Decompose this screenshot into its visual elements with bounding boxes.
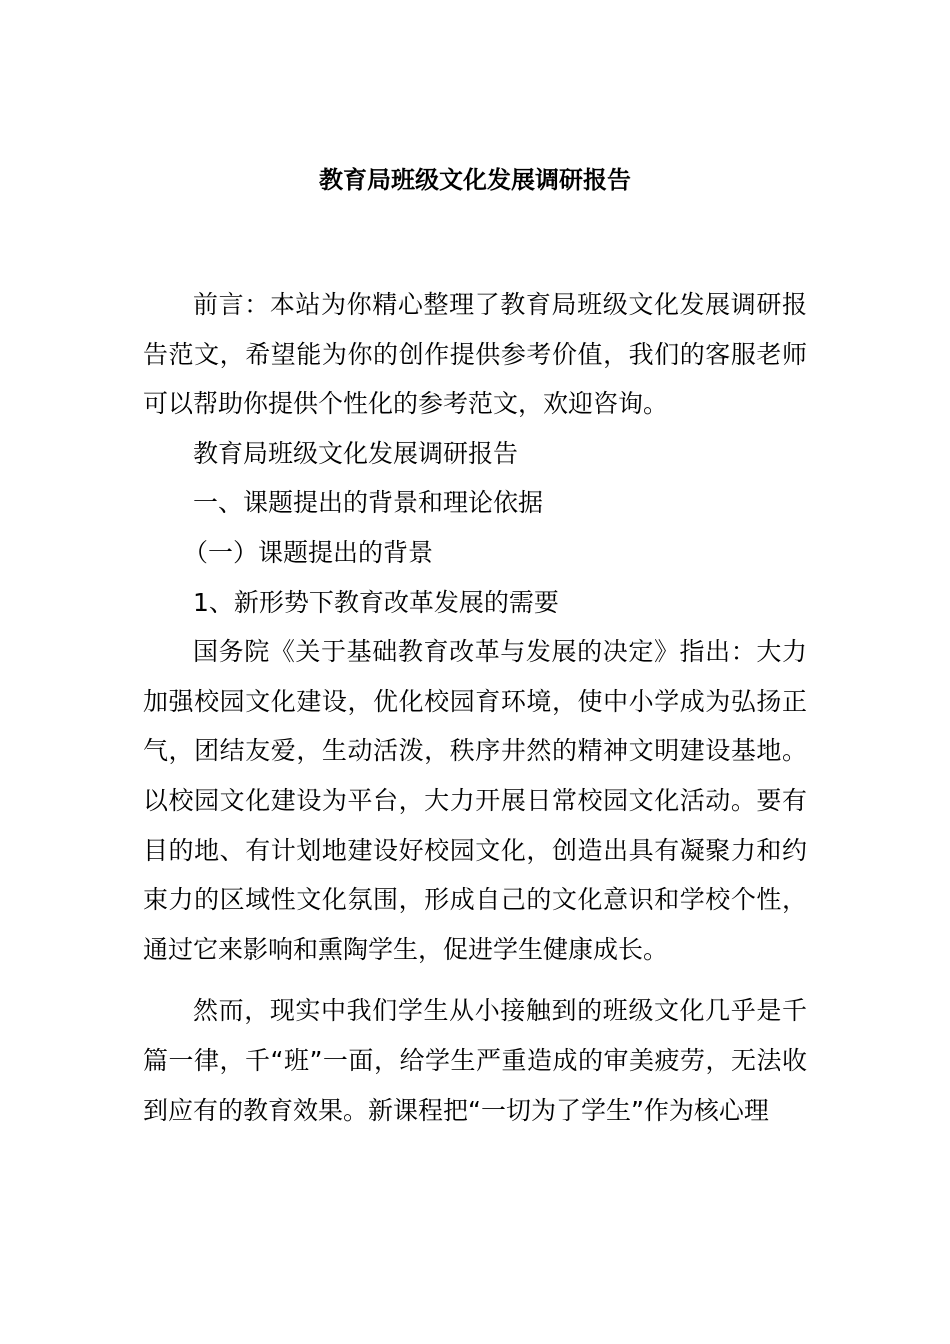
- preface-paragraph: 前言：本站为你精心整理了教育局班级文化发展调研报告范文，希望能为你的创作提供参考价值，我们的客服老师可以帮助你提供个性化的参考范文，欢迎咨询。: [143, 290, 807, 419]
- section-heading-1: 一、课题提出的背景和理论依据: [193, 488, 544, 518]
- subsection-heading-1: （一）课题提出的背景: [183, 537, 434, 567]
- point-heading-1: 1、新形势下教育改革发展的需要: [193, 587, 559, 617]
- body-paragraph: 然而，现实中我们学生从小接触到的班级文化几乎是千篇一律，千“班”一面，给学生严重造成的审美疲劳，无法收到应有的教育效果。新课程把“一切为了学生”作为核心理: [143, 996, 807, 1125]
- body-paragraph: 国务院《关于基础教育改革与发展的决定》指出：大力加强校园文化建设，优化校园育环境，使中小学成为弘扬正气，团结友爱，生动活泼，秩序井然的精神文明建设基地。以校园文化建设为平台，大力开展日常校园文化活动。要有目的地、有计划地建设好校园文化，创造出具有凝聚力和约束力的区域性文化氛围，形成自己的文化意识和学校个性，通过它来影响和熏陶学生，促进学生健康成长。: [143, 637, 807, 964]
- document-body: [143, 280, 807, 1135]
- document-title: 教育局班级文化发展调研报告: [319, 166, 631, 194]
- report-heading: 教育局班级文化发展调研报告: [193, 438, 519, 468]
